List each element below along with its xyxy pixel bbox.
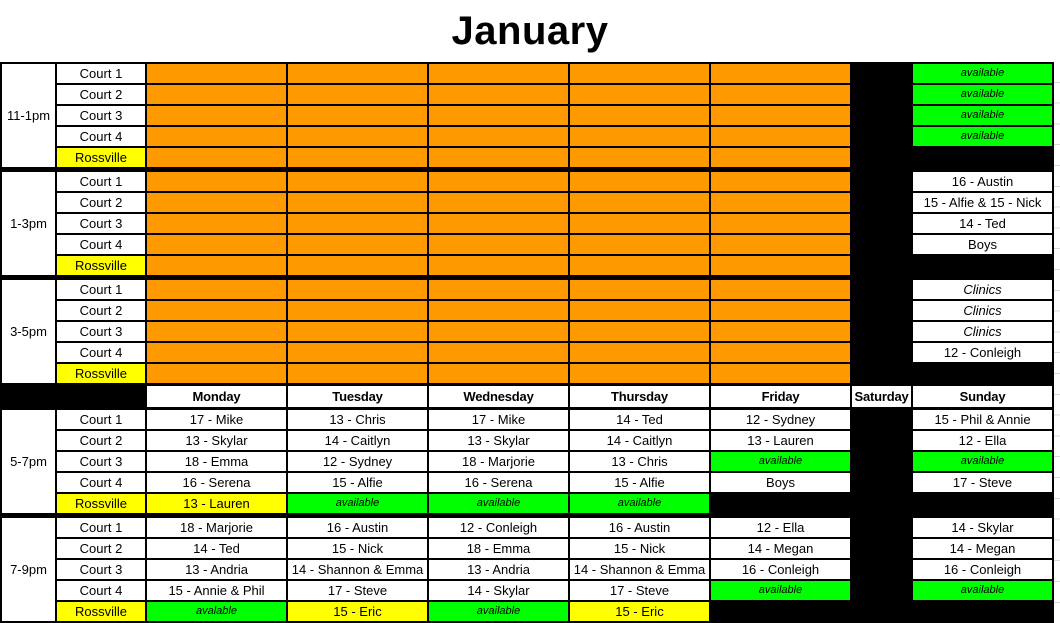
schedule-cell[interactable] (913, 364, 1052, 383)
row-label[interactable]: Court 3 (57, 106, 145, 125)
schedule-cell[interactable]: 12 - Conleigh (913, 343, 1052, 362)
schedule-cell[interactable] (711, 364, 850, 383)
schedule-cell[interactable]: available (570, 494, 709, 513)
schedule-cell[interactable]: available (913, 106, 1052, 125)
schedule-cell[interactable]: 12 - Ella (711, 518, 850, 537)
schedule-cell[interactable]: 16 - Austin (288, 518, 427, 537)
schedule-cell[interactable] (852, 431, 911, 450)
time-label[interactable]: 3-5pm (2, 280, 55, 383)
schedule-cell[interactable]: Clinics (913, 301, 1052, 320)
schedule-cell[interactable]: 14 - Skylar (913, 518, 1052, 537)
schedule-cell[interactable] (570, 343, 709, 362)
corner-cell (2, 386, 145, 407)
schedule-cell[interactable]: 14 - Ted (570, 410, 709, 429)
schedule-cell[interactable] (570, 301, 709, 320)
schedule-cell[interactable] (711, 280, 850, 299)
day-header-cell[interactable]: Friday (711, 386, 850, 407)
schedule-cell[interactable] (429, 193, 568, 212)
schedule-cell[interactable] (429, 127, 568, 146)
row-label[interactable]: Rossville (57, 494, 145, 513)
schedule-cell[interactable] (429, 106, 568, 125)
schedule-cell[interactable]: 13 - Lauren (147, 494, 286, 513)
row-label[interactable]: Court 2 (57, 193, 145, 212)
schedule-cell[interactable] (288, 256, 427, 275)
schedule-cell[interactable]: available (913, 85, 1052, 104)
schedule-cell[interactable] (288, 85, 427, 104)
schedule-cell[interactable] (852, 235, 911, 254)
row-label[interactable]: Court 3 (57, 322, 145, 341)
row-label[interactable]: Court 3 (57, 214, 145, 233)
schedule-cell[interactable] (147, 280, 286, 299)
schedule-cell[interactable] (852, 256, 911, 275)
schedule-cell[interactable]: 18 - Marjorie (429, 452, 568, 471)
schedule-cell[interactable] (570, 364, 709, 383)
schedule-cell[interactable]: 15 - Phil & Annie (913, 410, 1052, 429)
row-label[interactable]: Court 2 (57, 85, 145, 104)
schedule-cell[interactable] (852, 280, 911, 299)
schedule-cell[interactable] (288, 64, 427, 83)
day-header-cell[interactable]: Saturday (852, 386, 911, 407)
schedule-cell[interactable] (852, 410, 911, 429)
day-header-cell[interactable]: Tuesday (288, 386, 427, 407)
row-label[interactable]: Court 4 (57, 127, 145, 146)
schedule-cell[interactable] (429, 85, 568, 104)
schedule-cell[interactable]: 15 - Nick (570, 539, 709, 558)
schedule-cell[interactable] (288, 172, 427, 191)
schedule-cell[interactable] (852, 560, 911, 579)
row-label[interactable]: Court 4 (57, 235, 145, 254)
schedule-cell[interactable]: Boys (913, 235, 1052, 254)
schedule-cell[interactable] (570, 172, 709, 191)
schedule-cell[interactable] (147, 214, 286, 233)
day-header-cell[interactable]: Thursday (570, 386, 709, 407)
schedule-cell[interactable] (852, 301, 911, 320)
schedule-cell[interactable]: available (913, 581, 1052, 600)
schedule-cell[interactable]: 18 - Marjorie (147, 518, 286, 537)
block-3-5pm (0, 280, 1054, 383)
row-label[interactable]: Rossville (57, 256, 145, 275)
row-label[interactable]: Court 1 (57, 280, 145, 299)
schedule-cell[interactable]: 14 - Ted (147, 539, 286, 558)
schedule-cell[interactable]: 13 - Andria (429, 560, 568, 579)
schedule-cell[interactable] (711, 494, 850, 513)
schedule-cell[interactable]: available (711, 581, 850, 600)
schedule-cell[interactable] (852, 172, 911, 191)
row-label[interactable]: Court 4 (57, 581, 145, 600)
row-label[interactable]: Court 3 (57, 560, 145, 579)
schedule-cell[interactable] (288, 322, 427, 341)
schedule-cell[interactable] (852, 322, 911, 341)
row-label[interactable]: Court 2 (57, 431, 145, 450)
schedule-cell[interactable] (852, 494, 911, 513)
schedule-cell[interactable] (570, 235, 709, 254)
time-label[interactable]: 5-7pm (2, 410, 55, 513)
schedule-cell[interactable] (570, 280, 709, 299)
schedule-cell[interactable] (913, 148, 1052, 167)
schedule-cell[interactable]: Clinics (913, 322, 1052, 341)
schedule-cell[interactable] (852, 364, 911, 383)
schedule-table (0, 62, 1054, 623)
day-header-row (0, 383, 1054, 410)
schedule-cell[interactable] (288, 364, 427, 383)
schedule-cell[interactable]: available (288, 494, 427, 513)
schedule-cell[interactable]: 14 - Caitlyn (288, 431, 427, 450)
schedule-cell[interactable] (147, 301, 286, 320)
sheet-edge-gridlines (1054, 62, 1060, 622)
schedule-cell[interactable]: 14 - Shannon & Emma (570, 560, 709, 579)
schedule-cell[interactable]: Boys (711, 473, 850, 492)
schedule-cell[interactable] (711, 64, 850, 83)
schedule-cell[interactable] (147, 364, 286, 383)
schedule-cell[interactable] (852, 193, 911, 212)
schedule-cell[interactable] (429, 214, 568, 233)
row-label[interactable]: Court 1 (57, 64, 145, 83)
schedule-cell[interactable] (570, 106, 709, 125)
day-header-cell[interactable]: Monday (147, 386, 286, 407)
schedule-cell[interactable] (147, 85, 286, 104)
schedule-cell[interactable] (570, 148, 709, 167)
schedule-cell[interactable] (711, 214, 850, 233)
schedule-cell[interactable] (429, 301, 568, 320)
schedule-cell[interactable]: 16 - Serena (147, 473, 286, 492)
schedule-cell[interactable] (429, 172, 568, 191)
schedule-cell[interactable] (852, 343, 911, 362)
schedule-cell[interactable]: 15 - Eric (570, 602, 709, 621)
schedule-cell[interactable]: 17 - Steve (913, 473, 1052, 492)
schedule-cell[interactable] (429, 364, 568, 383)
schedule-cell[interactable] (913, 602, 1052, 621)
schedule-cell[interactable]: 14 - Caitlyn (570, 431, 709, 450)
schedule-cell[interactable] (711, 256, 850, 275)
schedule-cell[interactable] (147, 193, 286, 212)
schedule-cell[interactable]: 15 - Alfie & 15 - Nick (913, 193, 1052, 212)
schedule-cell[interactable] (288, 301, 427, 320)
schedule-cell[interactable]: 13 - Lauren (711, 431, 850, 450)
schedule-cell[interactable]: 13 - Chris (570, 452, 709, 471)
schedule-cell[interactable] (852, 214, 911, 233)
block-11-1pm (0, 64, 1054, 167)
schedule-cell[interactable]: available (913, 64, 1052, 83)
schedule-cell[interactable] (570, 256, 709, 275)
schedule-cell[interactable] (570, 85, 709, 104)
schedule-cell[interactable]: available (429, 494, 568, 513)
schedule-cell[interactable] (711, 127, 850, 146)
schedule-cell[interactable] (852, 148, 911, 167)
row-label[interactable]: Rossville (57, 364, 145, 383)
schedule-cell[interactable] (147, 343, 286, 362)
schedule-cell[interactable] (147, 322, 286, 341)
row-label[interactable]: Rossville (57, 602, 145, 621)
schedule-cell[interactable] (288, 235, 427, 254)
schedule-cell[interactable] (147, 256, 286, 275)
schedule-cell[interactable]: 17 - Steve (288, 581, 427, 600)
schedule-cell[interactable] (288, 106, 427, 125)
schedule-cell[interactable] (852, 106, 911, 125)
schedule-cell[interactable] (288, 280, 427, 299)
schedule-cell[interactable] (429, 64, 568, 83)
schedule-cell[interactable] (852, 127, 911, 146)
schedule-cell[interactable]: available (711, 452, 850, 471)
schedule-cell[interactable]: 17 - Steve (570, 581, 709, 600)
schedule-cell[interactable]: 15 - Alfie (570, 473, 709, 492)
schedule-cell[interactable] (852, 473, 911, 492)
block-1-3pm (0, 172, 1054, 275)
schedule-cell[interactable]: 13 - Skylar (147, 431, 286, 450)
schedule-cell[interactable] (570, 193, 709, 212)
page-title: January (451, 8, 609, 53)
schedule-cell[interactable] (852, 518, 911, 537)
row-label[interactable]: Court 2 (57, 539, 145, 558)
schedule-cell[interactable] (711, 106, 850, 125)
schedule-cell[interactable]: Clinics (913, 280, 1052, 299)
schedule-cell[interactable]: 13 - Chris (288, 410, 427, 429)
schedule-cell[interactable]: available (913, 127, 1052, 146)
schedule-cell[interactable]: 18 - Emma (429, 539, 568, 558)
time-label[interactable]: 7-9pm (2, 518, 55, 621)
schedule-cell[interactable] (852, 85, 911, 104)
schedule-cell[interactable]: available (429, 602, 568, 621)
row-label[interactable]: Court 1 (57, 518, 145, 537)
schedule-cell[interactable] (147, 106, 286, 125)
row-label[interactable]: Court 4 (57, 343, 145, 362)
schedule-cell[interactable] (711, 602, 850, 621)
block-5-7pm (0, 410, 1054, 513)
schedule-cell[interactable] (913, 256, 1052, 275)
schedule-cell[interactable] (711, 172, 850, 191)
schedule-cell[interactable] (288, 127, 427, 146)
schedule-cell[interactable] (570, 127, 709, 146)
schedule-cell[interactable]: 14 - Skylar (429, 581, 568, 600)
schedule-cell[interactable]: 16 - Austin (913, 172, 1052, 191)
row-label[interactable]: Court 4 (57, 473, 145, 492)
schedule-cell[interactable]: 14 - Megan (711, 539, 850, 558)
schedule-cell[interactable] (570, 322, 709, 341)
schedule-cell[interactable]: available (913, 452, 1052, 471)
schedule-cell[interactable] (570, 64, 709, 83)
schedule-cell[interactable] (147, 235, 286, 254)
time-label[interactable]: 1-3pm (2, 172, 55, 275)
schedule-cell[interactable]: 12 - Conleigh (429, 518, 568, 537)
schedule-cell[interactable]: 13 - Skylar (429, 431, 568, 450)
schedule-cell[interactable]: 12 - Ella (913, 431, 1052, 450)
schedule-cell[interactable] (147, 127, 286, 146)
row-label[interactable]: Court 3 (57, 452, 145, 471)
schedule-cell[interactable] (288, 193, 427, 212)
schedule-cell[interactable] (429, 343, 568, 362)
schedule-cell[interactable]: avalable (147, 602, 286, 621)
schedule-cell[interactable]: 16 - Conleigh (711, 560, 850, 579)
schedule-cell[interactable]: 16 - Serena (429, 473, 568, 492)
schedule-cell[interactable]: 16 - Austin (570, 518, 709, 537)
schedule-cell[interactable]: 14 - Shannon & Emma (288, 560, 427, 579)
schedule-cell[interactable] (852, 602, 911, 621)
schedule-cell[interactable] (429, 235, 568, 254)
schedule-cell[interactable]: 15 - Nick (288, 539, 427, 558)
schedule-cell[interactable]: 14 - Megan (913, 539, 1052, 558)
schedule-cell[interactable]: 15 - Alfie (288, 473, 427, 492)
schedule-cell[interactable] (288, 148, 427, 167)
schedule-cell[interactable] (711, 193, 850, 212)
schedule-cell[interactable]: 13 - Andria (147, 560, 286, 579)
schedule-cell[interactable] (429, 322, 568, 341)
schedule-cell[interactable] (711, 343, 850, 362)
time-label[interactable]: 11-1pm (2, 64, 55, 167)
schedule-cell[interactable] (711, 322, 850, 341)
schedule-cell[interactable]: 18 - Emma (147, 452, 286, 471)
schedule-cell[interactable]: 14 - Ted (913, 214, 1052, 233)
schedule-cell[interactable] (429, 256, 568, 275)
schedule-cell[interactable] (852, 539, 911, 558)
schedule-cell[interactable] (147, 148, 286, 167)
row-label[interactable]: Court 2 (57, 301, 145, 320)
block-7-9pm (0, 518, 1054, 621)
schedule-cell[interactable]: 17 - Mike (147, 410, 286, 429)
schedule-cell[interactable] (711, 301, 850, 320)
schedule-cell[interactable] (147, 172, 286, 191)
schedule-cell[interactable] (711, 235, 850, 254)
row-label[interactable]: Court 1 (57, 410, 145, 429)
schedule-cell[interactable]: 12 - Sydney (288, 452, 427, 471)
schedule-cell[interactable] (429, 148, 568, 167)
schedule-cell[interactable]: 16 - Conleigh (913, 560, 1052, 579)
schedule-cell[interactable] (852, 64, 911, 83)
schedule-cell[interactable]: 17 - Mike (429, 410, 568, 429)
schedule-cell[interactable] (913, 494, 1052, 513)
schedule-cell[interactable]: 12 - Sydney (711, 410, 850, 429)
schedule-cell[interactable] (570, 214, 709, 233)
schedule-cell[interactable] (852, 581, 911, 600)
schedule-cell[interactable] (711, 148, 850, 167)
schedule-cell[interactable] (288, 343, 427, 362)
row-label[interactable]: Court 1 (57, 172, 145, 191)
schedule-cell[interactable] (711, 85, 850, 104)
schedule-cell[interactable]: 15 - Eric (288, 602, 427, 621)
day-header-cell[interactable]: Wednesday (429, 386, 568, 407)
schedule-cell[interactable] (429, 280, 568, 299)
row-label[interactable]: Rossville (57, 148, 145, 167)
schedule-cell[interactable]: 15 - Annie & Phil (147, 581, 286, 600)
schedule-cell[interactable] (852, 452, 911, 471)
schedule-cell[interactable] (147, 64, 286, 83)
day-header-cell[interactable]: Sunday (913, 386, 1052, 407)
schedule-cell[interactable] (288, 214, 427, 233)
